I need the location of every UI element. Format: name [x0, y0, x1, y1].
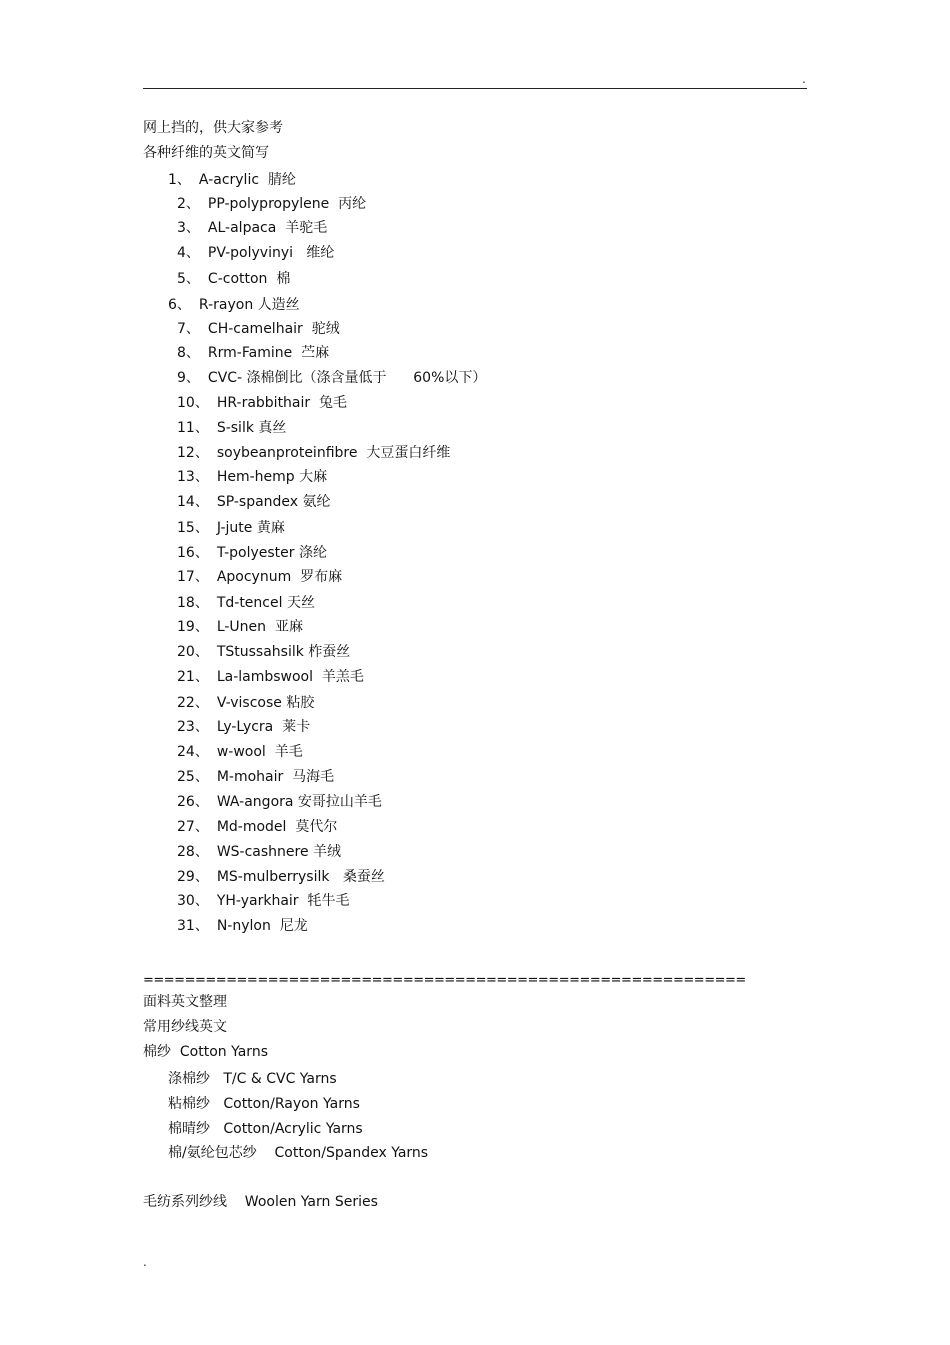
- intro-line-2: 各种纤维的英文简写: [143, 145, 269, 161]
- cotton-yarns-heading: 棉纱 Cotton Yarns: [143, 1044, 268, 1060]
- intro-line-1: 网上挡的，供大家参考: [143, 120, 283, 136]
- list-item: 12、 soybeanproteinfibre 大豆蛋白纤维: [177, 445, 451, 461]
- fabric-section-title: 面料英文整理: [143, 994, 227, 1010]
- list-item: 19、 L-Unen 亚麻: [177, 619, 303, 635]
- list-item: 27、 Md-model 莫代尔: [177, 819, 338, 835]
- list-item: 17、 Apocynum 罗布麻: [177, 569, 343, 585]
- woolen-yarns-heading: 毛纺系列纱线 Woolen Yarn Series: [143, 1194, 378, 1210]
- list-item: 23、 Ly-Lycra 莱卡: [177, 719, 311, 735]
- list-item: 4、 PV-polyvinyi 维纶: [177, 245, 335, 261]
- yarn-section-subtitle: 常用纱线英文: [143, 1019, 227, 1035]
- list-item: 14、 SP-spandex 氨纶: [177, 494, 331, 510]
- list-item: 3、 AL-alpaca 羊驼毛: [177, 220, 328, 236]
- list-item: 20、 TStussahsilk 柞蚕丝: [177, 644, 351, 660]
- list-item: 11、 S-silk 真丝: [177, 420, 287, 436]
- list-item: 21、 La-lambswool 羊羔毛: [177, 669, 364, 685]
- list-item: 9、 CVC- 涤棉倒比（涤含量低于 60%以下）: [177, 370, 487, 386]
- list-item: 29、 MS-mulberrysilk 桑蚕丝: [177, 869, 385, 885]
- list-item: 18、 Td-tencel 天丝: [177, 595, 315, 611]
- section-separator: ==========================================================: [143, 973, 746, 988]
- list-item: 涤棉纱 T/C & CVC Yarns: [168, 1071, 337, 1087]
- list-item: 13、 Hem-hemp 大麻: [177, 469, 328, 485]
- list-item: 24、 w-wool 羊毛: [177, 744, 303, 760]
- list-item: 28、 WS-cashnere 羊绒: [177, 844, 342, 860]
- list-item: 26、 WA-angora 安哥拉山羊毛: [177, 794, 382, 810]
- list-item: 棉晴纱 Cotton/Acrylic Yarns: [168, 1121, 363, 1137]
- list-item: 8、 Rrm-Famine 苎麻: [177, 345, 330, 361]
- list-item: 粘棉纱 Cotton/Rayon Yarns: [168, 1096, 360, 1112]
- list-item: 30、 YH-yarkhair 牦牛毛: [177, 893, 350, 909]
- list-item: 25、 M-mohair 马海毛: [177, 769, 335, 785]
- header-rule: [143, 88, 807, 89]
- list-item: 15、 J-jute 黄麻: [177, 520, 285, 536]
- list-item: 棉/氨纶包芯纱 Cotton/Spandex Yarns: [168, 1145, 429, 1161]
- list-item: 10、 HR-rabbithair 兔毛: [177, 395, 348, 411]
- page-mark-top: .: [802, 72, 806, 86]
- list-item: 5、 C-cotton 棉: [177, 271, 291, 287]
- page-mark-bottom: .: [143, 1255, 147, 1269]
- list-item: 16、 T-polyester 涤纶: [177, 545, 327, 561]
- list-item: 7、 CH-camelhair 驼绒: [177, 321, 340, 337]
- list-item: 2、 PP-polypropylene 丙纶: [177, 196, 367, 212]
- list-item: 31、 N-nylon 尼龙: [177, 918, 308, 934]
- list-item: 1、 A-acrylic 腈纶: [168, 172, 296, 188]
- list-item: 6、 R-rayon 人造丝: [168, 297, 300, 313]
- list-item: 22、 V-viscose 粘胶: [177, 695, 315, 711]
